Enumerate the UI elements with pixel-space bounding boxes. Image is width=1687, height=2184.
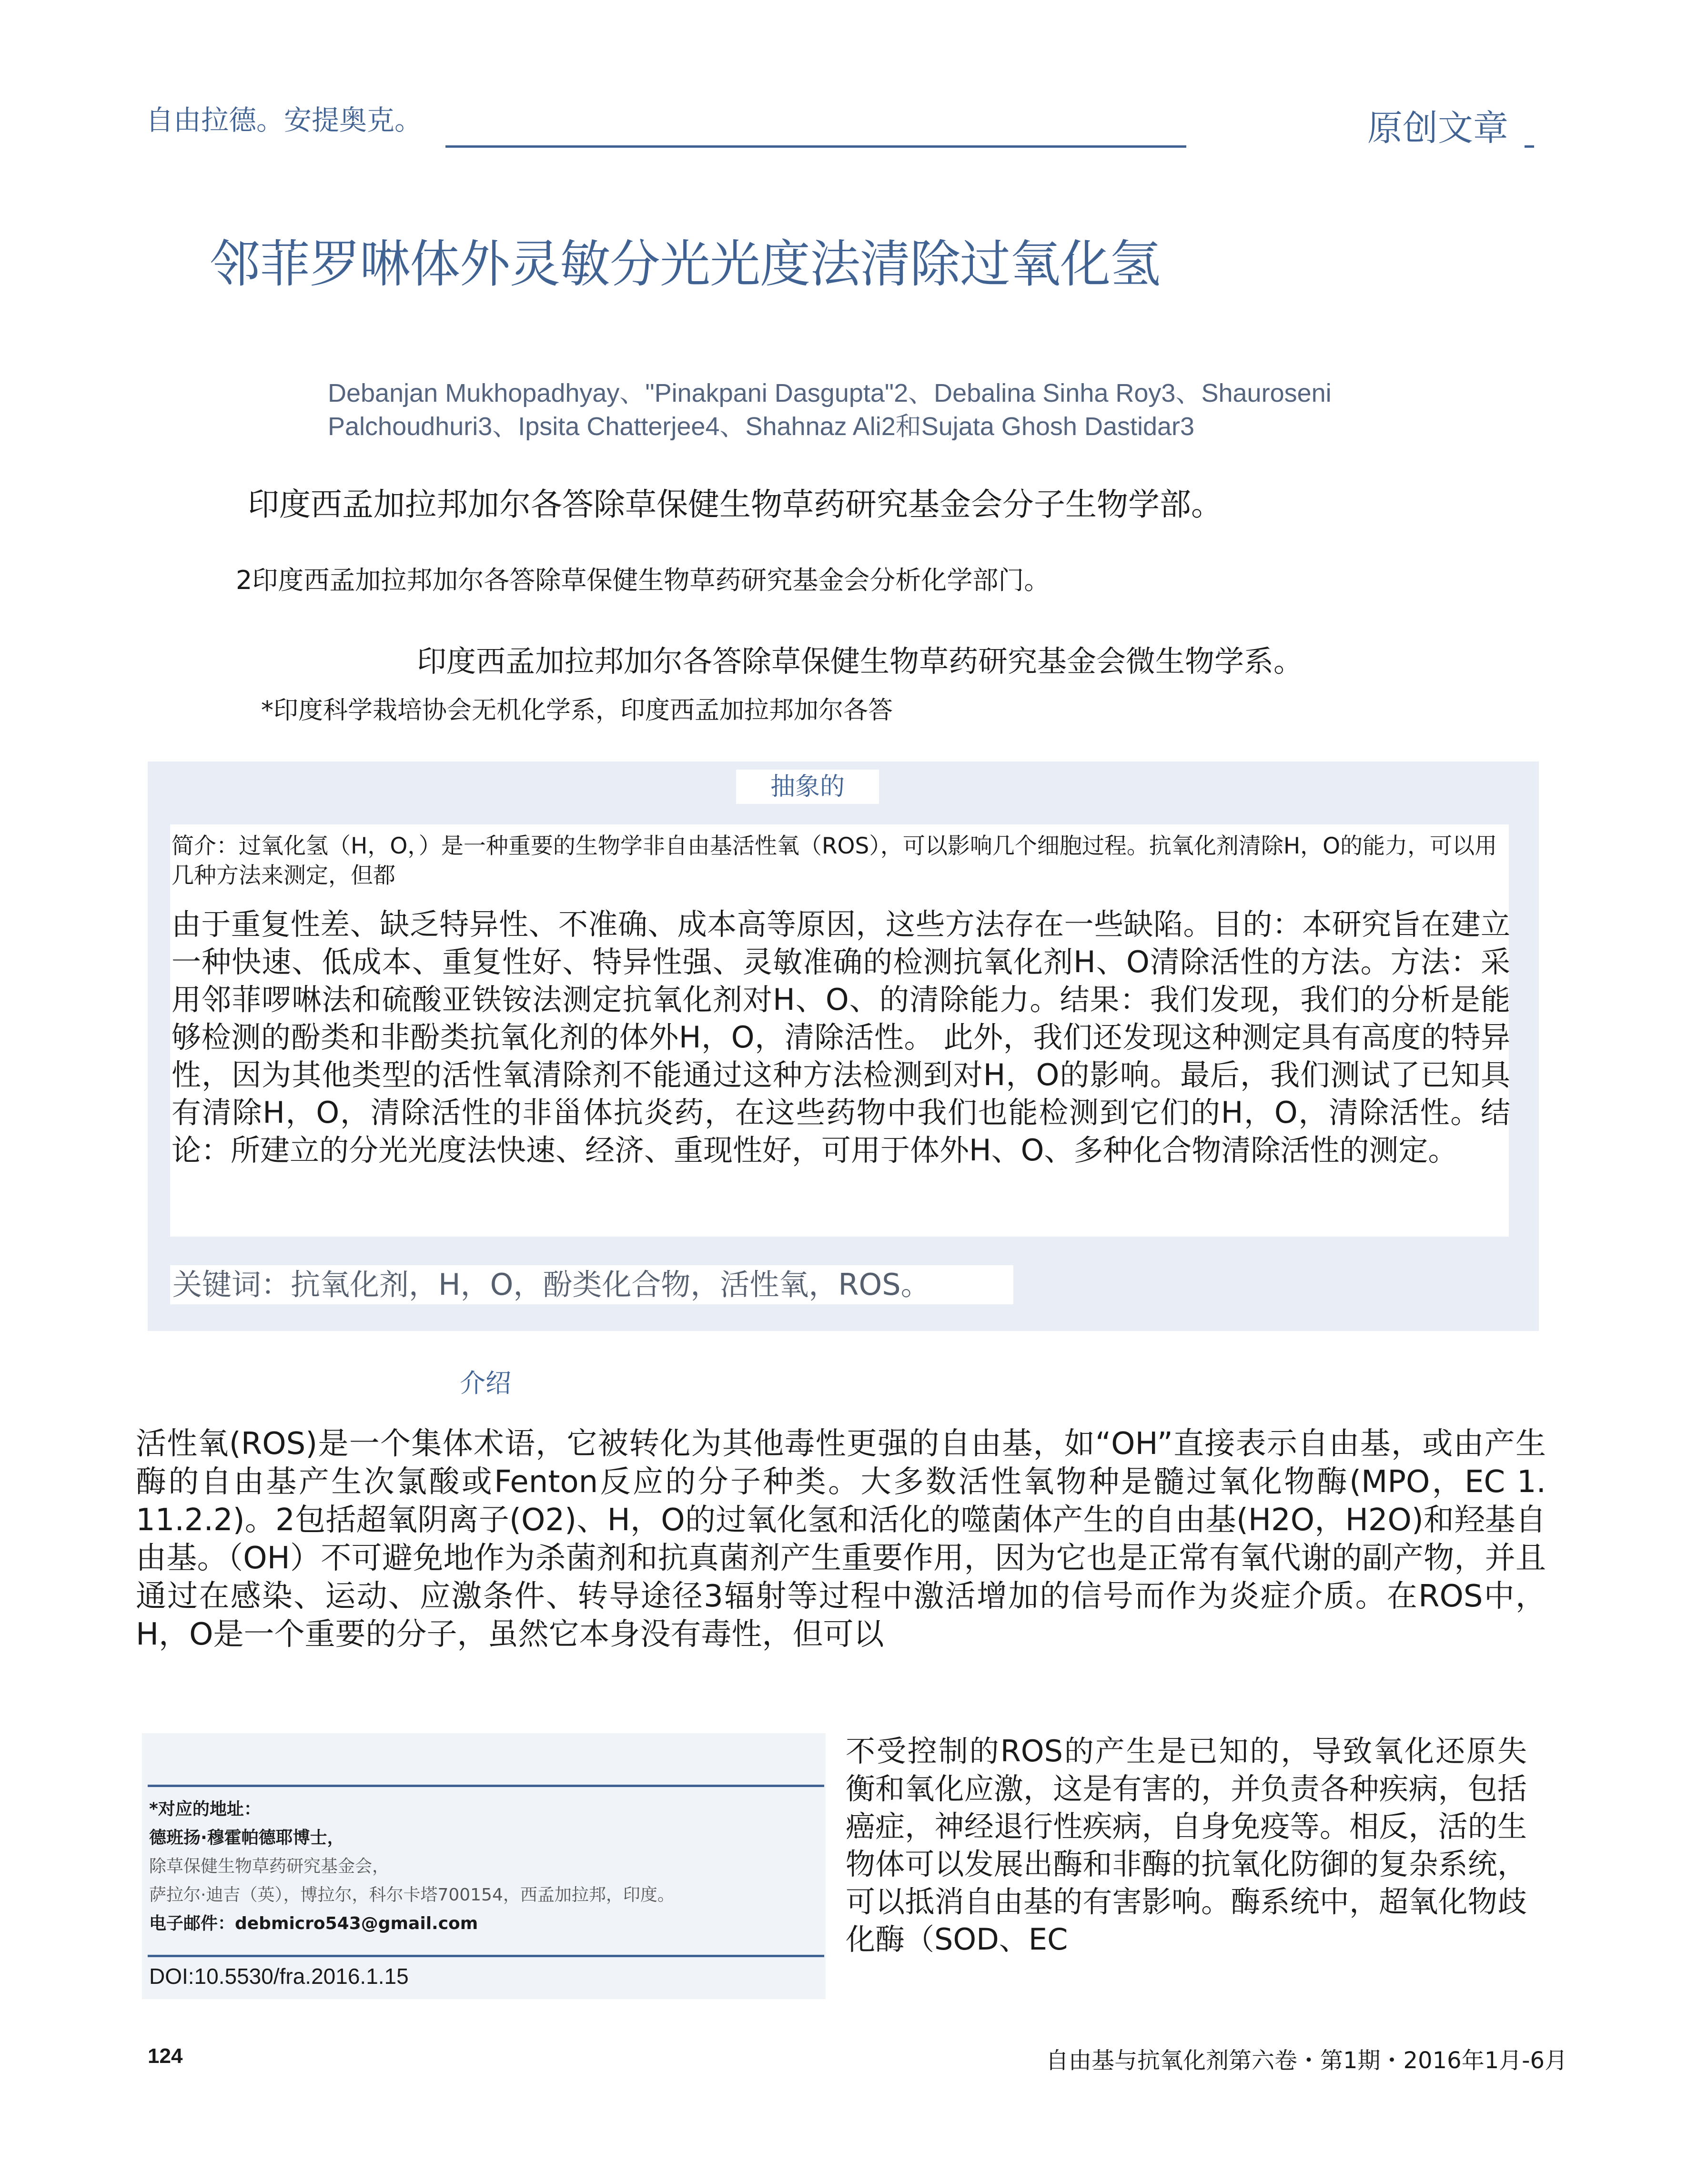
introduction-column-2: 不受控制的ROS的产生是已知的，导致氧化还原失衡和氧化应激，这是有害的，并负责各种疾病，包括癌症，神经退行性疾病，自身免疫等。相反，活的生物体可以发展出酶和非酶的抗氧化防御的复杂系统，可以抵消自由基的有害影响。酶系统中，超氧化物歧化酶（SOD、EC — [846, 1734, 1527, 1957]
correspondence-name: 德班扬·穆霍帕德耶博士， — [149, 1828, 344, 1848]
abstract-intro: 简介：过氧化氢（H，O，）是一种重要的生物学非自由基活性氧（ROS），可以影响几个细胞过程。抗氧化剂清除H，O的能力，可以用几种方法来测定，但都 — [172, 833, 1497, 889]
keywords: 关键词：抗氧化剂，H，O，酚类化合物，活性氧，ROS。 — [170, 1265, 1013, 1304]
doi: DOI:10.5530/fra.2016.1.15 — [149, 1964, 409, 1989]
article-type-label: 原创文章 — [1367, 108, 1508, 149]
correspondence-bottom-rule — [148, 1955, 824, 1957]
affiliation-3: 印度西孟加拉邦加尔各答除草保健生物草药研究基金会微生物学系。 — [417, 644, 1303, 679]
correspondence-label: *对应的地址： — [149, 1799, 261, 1819]
journal-citation: 自由基与抗氧化剂第六卷・第1期・2016年1月-6月 — [1046, 2047, 1568, 2074]
affiliation-2: 2印度西孟加拉邦加尔各答除草保健生物草药研究基金会分析化学部门。 — [236, 565, 1050, 595]
paper-title: 邻菲罗啉体外灵敏分光光度法清除过氧化氢 — [210, 235, 1160, 294]
abstract-body: 由于重复性差、缺乏特异性、不准确、成本高等原因，这些方法存在一些缺陷。目的：本研究旨在建立一种快速、低成本、重复性好、特异性强、灵敏准确的检测抗氧化剂H、O清除活性的方法。方法：采用邻菲啰啉法和硫酸亚铁铵法测定抗氧化剂对H、O、的清除能力。结果：我们发现，我们的分析是能够检测的酚类和非酚类抗氧化剂的体外H，O，清除活性。 此外，我们还发现这种测定具有高度的特异性，因为其他类型的活性氧清除剂不能通过这种方法检测到对H，O的影响。最后，我们测试了已知具有清除H，O，清除活性的非甾体抗炎药，在这些药物中我们也能检测到它们的H，O，清除活性。结论：所建立的分光光度法快速、经济、重现性好，可用于体外H、O、多种化合物清除活性的测定。 — [172, 907, 1510, 1168]
page-number: 124 — [148, 2044, 183, 2068]
header-rule — [445, 145, 1186, 148]
affiliation-4: *印度科学栽培协会无机化学系，印度西孟加拉邦加尔各答 — [261, 696, 893, 725]
affiliation-1: 印度西孟加拉邦加尔各答除草保健生物草药研究基金会分子生物学部。 — [248, 486, 1222, 523]
correspondence-top-rule — [148, 1785, 824, 1787]
header-rule-tick — [1525, 145, 1534, 148]
introduction-heading: 介绍 — [460, 1368, 511, 1398]
running-header-left: 自由拉德。安提奥克。 — [146, 104, 423, 136]
correspondence-email: 电子邮件：debmicro543@gmail.com — [149, 1914, 478, 1933]
abstract-heading: 抽象的 — [736, 770, 879, 804]
correspondence-address: 萨拉尔·迪吉（英），博拉尔，科尔卡塔700154，西孟加拉邦，印度。 — [149, 1885, 675, 1905]
author-list: Debanjan Mukhopadhyay、"Pinakpani Dasgupta"2、Debalina Sinha Roy3、Shauroseni Palchoudhuri3、Ipsita Chatterjee4、Shahnaz Ali2和Sujata Ghosh Dastidar3 — [328, 379, 1332, 441]
correspondence-institution: 除草保健生物草药研究基金会， — [149, 1857, 390, 1876]
introduction-body: 活性氧(ROS)是一个集体术语，它被转化为其他毒性更强的自由基，如“OH”直接表示自由基，或由产生酶的自由基产生次氯酸或Fenton反应的分子种类。大多数活性氧物种是髓过氧化物酶(MPO，EC 1. 11.2.2)。2包括超氧阴离子(O2)、H，O的过氧化氢和活化的噬菌体产生的自由基(H2O，H2O)和羟基自由基。（OH）不可避免地作为杀菌剂和抗真菌剂产生重要作用，因为它也是正常有氧代谢的副产物，并且通过在感染、运动、应激条件、转导途径3辐射等过程中激活增加的信号而作为炎症介质。在ROS中，H，O是一个重要的分子，虽然它本身没有毒性，但可以 — [136, 1426, 1546, 1652]
